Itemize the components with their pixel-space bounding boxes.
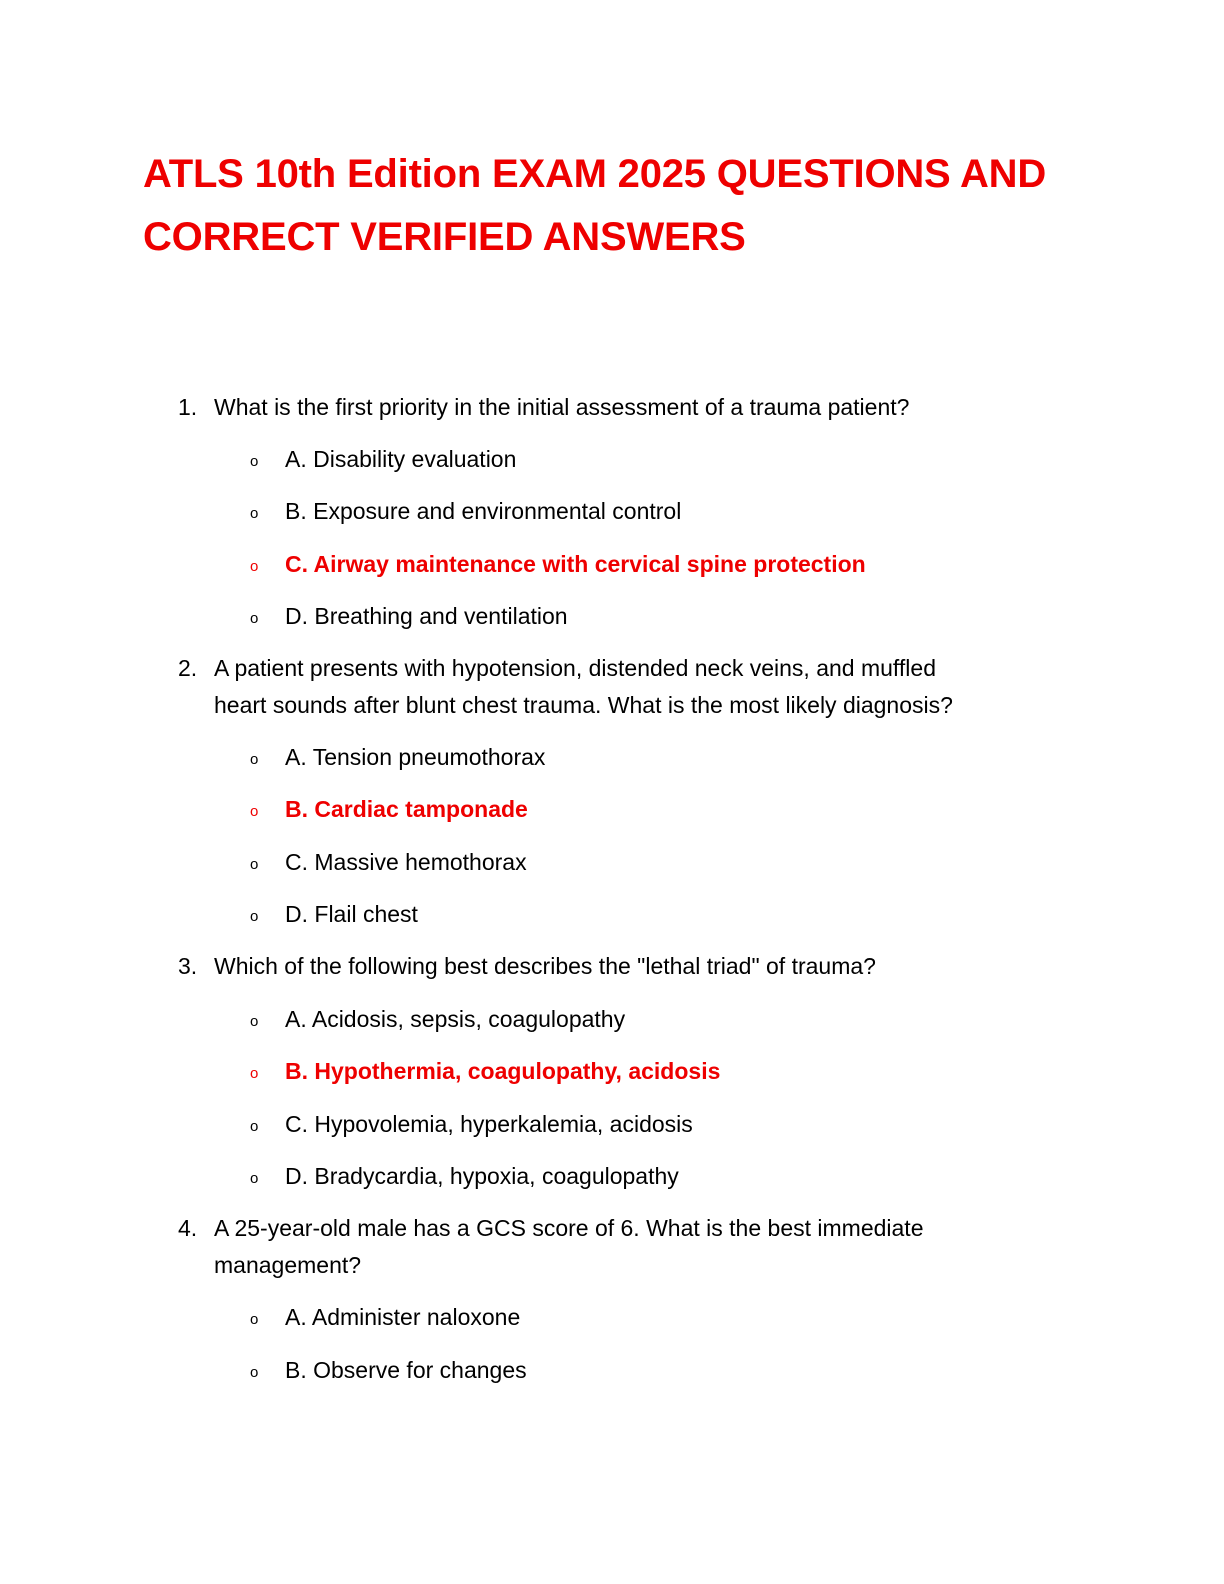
question-text-line: What is the first priority in the initial assessment of a trauma patient? xyxy=(214,394,910,420)
option-label: B. Exposure and environmental control xyxy=(285,498,682,524)
option-label: D. Breathing and ventilation xyxy=(285,603,568,629)
question-number: 3. xyxy=(178,953,198,979)
option-label: A. Tension pneumothorax xyxy=(285,744,546,770)
option-label: D. Bradycardia, hypoxia, coagulopathy xyxy=(285,1163,679,1189)
question-text-line: A 25-year-old male has a GCS score of 6. What is the best immediate xyxy=(214,1215,924,1241)
option-label: D. Flail chest xyxy=(285,901,418,927)
bullet: o xyxy=(250,1170,259,1187)
option-label: C. Airway maintenance with cervical spine protection xyxy=(285,551,866,577)
question-number: 2. xyxy=(178,655,198,681)
question-text xyxy=(214,1210,1074,1284)
question-text xyxy=(214,650,1074,724)
bullet: o xyxy=(250,558,259,575)
document-title xyxy=(143,143,1103,269)
bullet: o xyxy=(250,1013,259,1030)
question-text-line: A patient presents with hypotension, distended neck veins, and muffled xyxy=(214,655,936,681)
bullet: o xyxy=(250,1118,259,1135)
option-label: A. Administer naloxone xyxy=(285,1304,521,1330)
question-text xyxy=(214,389,1074,426)
question-number: 4. xyxy=(178,1215,198,1241)
question-text-line: Which of the following best describes the "lethal triad" of trauma? xyxy=(214,953,876,979)
option-label: A. Acidosis, sepsis, coagulopathy xyxy=(285,1006,626,1032)
bullet: o xyxy=(250,1311,259,1328)
bullet: o xyxy=(250,1364,259,1381)
question-text-line: heart sounds after blunt chest trauma. What is the most likely diagnosis? xyxy=(214,692,953,718)
option-label: B. Observe for changes xyxy=(285,1357,527,1383)
option-label: C. Massive hemothorax xyxy=(285,849,527,875)
option-label: A. Disability evaluation xyxy=(285,446,517,472)
title-line: ATLS 10th Edition EXAM 2025 QUESTIONS AND xyxy=(143,152,1047,196)
question-text-line: management? xyxy=(214,1252,362,1278)
bullet: o xyxy=(250,856,259,873)
bullet: o xyxy=(250,505,259,522)
bullet: o xyxy=(250,453,259,470)
bullet: o xyxy=(250,1065,259,1082)
option-label: B. Hypothermia, coagulopathy, acidosis xyxy=(285,1058,721,1084)
bullet: o xyxy=(250,610,259,627)
option-label: B. Cardiac tamponade xyxy=(285,796,528,822)
title-line: CORRECT VERIFIED ANSWERS xyxy=(143,215,746,259)
option-label: C. Hypovolemia, hyperkalemia, acidosis xyxy=(285,1111,693,1137)
bullet: o xyxy=(250,908,259,925)
question-number: 1. xyxy=(178,394,198,420)
question-text xyxy=(214,948,1074,985)
bullet: o xyxy=(250,803,259,820)
bullet: o xyxy=(250,751,259,768)
